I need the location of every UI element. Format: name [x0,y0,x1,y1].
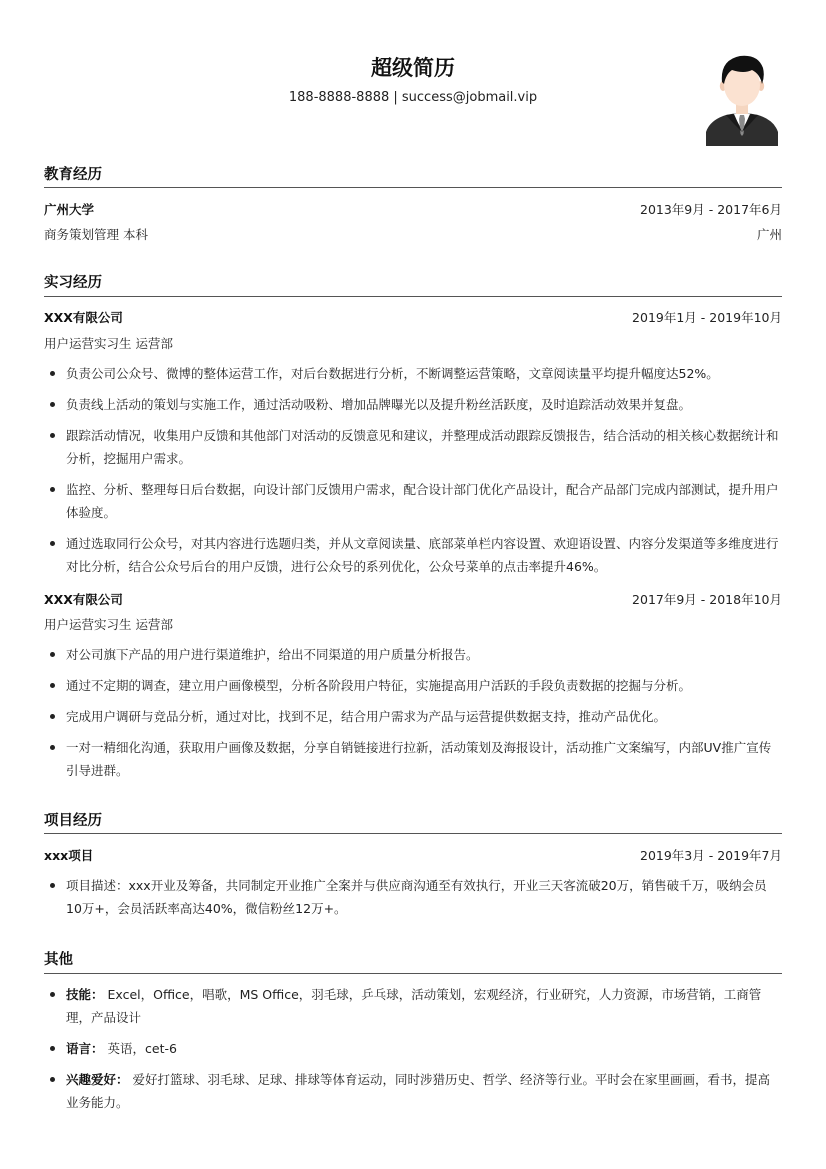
language-label: 语言： [66,1041,104,1056]
company-name: XXX有限公司 [44,310,123,325]
job-row [44,590,782,610]
hobby-item [44,1068,782,1114]
list-item: 对公司旗下产品的用户进行渠道维护，给出不同渠道的用户质量分析报告。 [44,643,782,666]
section-title-project: 项目经历 [44,813,102,829]
section-divider [44,296,782,297]
job-role-row [44,615,782,635]
section-title-other: 其他 [44,952,73,968]
list-item: 负责公司公众号、微博的整体运营工作，对后台数据进行分析，不断调整运营策略，文章阅读量平均提升幅度达52%。 [44,362,782,385]
skills-label: 技能： [66,987,104,1002]
education-date: 2013年9月 - 2017年6月 [640,202,782,217]
resume-name: 超级简历 [371,56,455,80]
list-item: 完成用户调研与竞品分析，通过对比，找到不足，结合用户需求为产品与运营提供数据支持，推动产品优化。 [44,705,782,728]
other-bullet-list [44,983,782,1114]
language-item [44,1037,782,1060]
list-item: 跟踪活动情况，收集用户反馈和其他部门对活动的反馈意见和建议，并整理成活动跟踪反馈报告，结合活动的相关核心数据统计和分析，挖掘用户需求。 [44,424,782,470]
project-name: xxx项目 [44,848,94,863]
education-row [44,200,782,220]
job-bullet-list [44,362,782,578]
avatar [704,52,780,146]
list-item: 负责线上活动的策划与实施工作，通过活动吸粉、增加品牌曝光以及提升粉丝活跃度，及时追踪活动效果并复盘。 [44,393,782,416]
project-date: 2019年3月 - 2019年7月 [640,848,782,863]
section-title-education: 教育经历 [44,167,102,183]
language-value: 英语，cet-6 [107,1041,177,1056]
hobby-value: 爱好打篮球、羽毛球、足球、排球等体育运动，同时涉猎历史、哲学、经济等行业。平时会在家里画画，看书，提高业务能力。 [66,1072,771,1110]
job-role-row [44,334,782,354]
company-name: XXX有限公司 [44,592,123,607]
school-name: 广州大学 [44,202,95,217]
job-date: 2019年1月 - 2019年10月 [632,310,782,325]
job-role: 用户运营实习生 运营部 [44,336,173,351]
skills-value: Excel，Office，唱歌，MS Office，羽毛球，乒乓球，活动策划，宏观经济，行业研究，人力资源，市场营销，工商管理，产品设计 [66,987,762,1025]
section-divider [44,187,782,188]
list-item: 项目描述：xxx开业及筹备，共同制定开业推广全案并与供应商沟通至有效执行，开业三天客流破20万，销售破千万，吸纳会员10万+，会员活跃率高达40%，微信粉丝12万+。 [44,874,782,920]
education-city: 广州 [756,227,782,242]
hobby-label: 兴趣爱好： [66,1072,129,1087]
education-detail-row [44,225,782,245]
major: 商务策划管理 本科 [44,227,148,242]
section-divider [44,973,782,974]
contact-line: 188-8888-8888 | success@jobmail.vip [288,90,538,105]
resume-header [0,0,826,150]
job-role: 用户运营实习生 运营部 [44,617,173,632]
section-divider [44,833,782,834]
job-bullet-list [44,643,782,782]
list-item: 一对一精细化沟通，获取用户画像及数据，分享自销链接进行拉新，活动策划及海报设计，活动推广文案编写，内部UV推广宣传引导进群。 [44,736,782,782]
project-bullet-list [44,874,782,920]
section-title-internship: 实习经历 [44,275,102,291]
skills-item [44,983,782,1029]
job-date: 2017年9月 - 2018年10月 [632,592,782,607]
job-row [44,308,782,328]
project-row [44,846,782,866]
list-item: 通过不定期的调查，建立用户画像模型，分析各阶段用户特征，实施提高用户活跃的手段负责数据的挖掘与分析。 [44,674,782,697]
list-item: 通过选取同行公众号，对其内容进行选题归类，并从文章阅读量、底部菜单栏内容设置、欢迎语设置、内容分发渠道等多维度进行对比分析，结合公众号后台的用户反馈，进行公众号的系列优化，公众号菜单的点击率提升46%。 [44,532,782,578]
list-item: 监控、分析、整理每日后台数据，向设计部门反馈用户需求，配合设计部门优化产品设计，配合产品部门完成内部测试，提升用户体验度。 [44,478,782,524]
